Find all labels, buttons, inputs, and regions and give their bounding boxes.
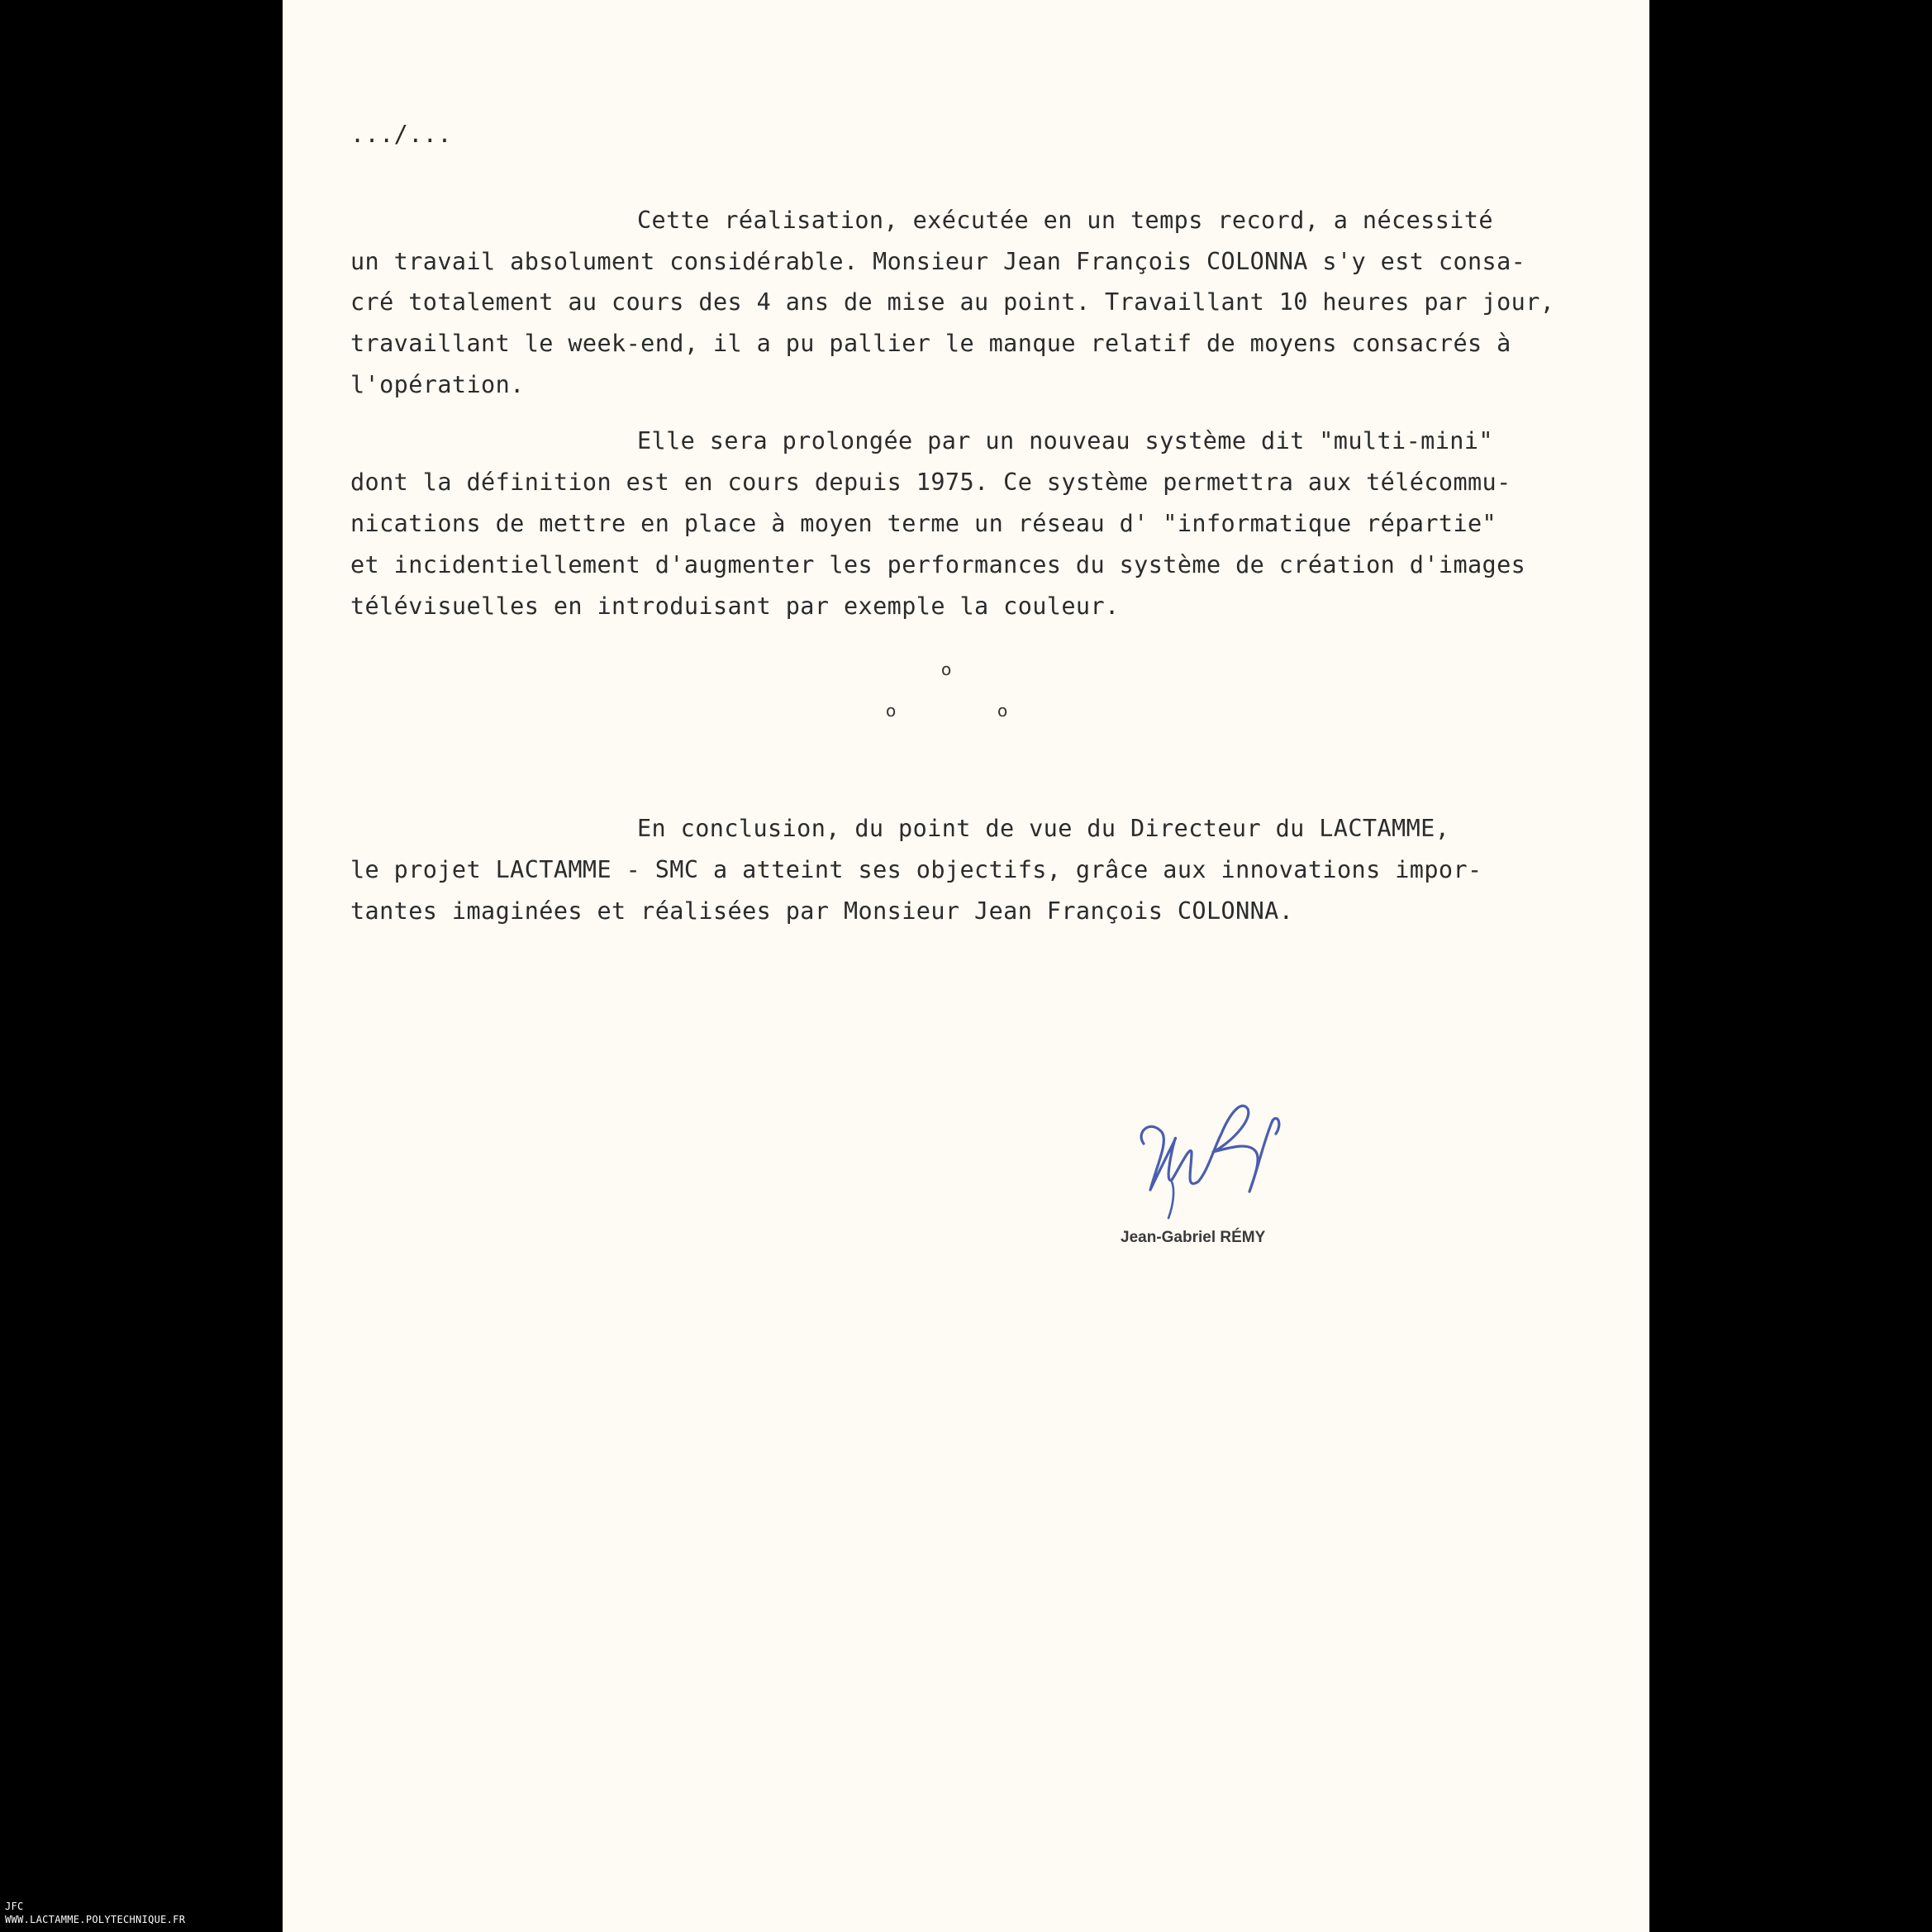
- footer-website: WWW.LACTAMME.POLYTECHNIQUE.FR: [5, 1914, 186, 1925]
- handwritten-signature: [1132, 1084, 1297, 1225]
- paragraph1-line-4: travaillant le week-end, il a pu pallier le manque relatif de moyens consacrés à: [350, 330, 1511, 357]
- paragraph3-line-3: tantes imaginées et réalisées par Monsieur Jean François COLONNA.: [350, 897, 1294, 925]
- paragraph1-line-3: cré totalement au cours des 4 ans de mise au point. Travaillant 10 heures par jour,: [350, 288, 1555, 316]
- paragraph2-line-1: Elle sera prolongée par un nouveau système dit "multi-mini": [637, 427, 1493, 454]
- paragraph2-line-2: dont la définition est en cours depuis 1975. Ce système permettra aux télécommu-: [350, 469, 1511, 496]
- paragraph1-line-1: Cette réalisation, exécutée en un temps record, a nécessité: [637, 207, 1493, 234]
- ornament-dot-left: o: [886, 701, 897, 721]
- footer-initials: JFC: [5, 1901, 24, 1912]
- paragraph1-line-5: l'opération.: [350, 371, 525, 398]
- paragraph2-line-4: et incidentiellement d'augmenter les performances du système de création d'images: [350, 551, 1526, 578]
- paragraph3-line-1: En conclusion, du point de vue du Directeur du LACTAMME,: [637, 815, 1450, 842]
- continuation-mark: .../...: [350, 121, 452, 148]
- paragraph3-line-2: le projet LACTAMME - SMC a atteint ses objectifs, grâce aux innovations impor-: [350, 856, 1482, 883]
- ornament-dot-top: o: [941, 659, 952, 679]
- ornament-dot-right: o: [997, 701, 1008, 721]
- signatory-name: Jean-Gabriel RÉMY: [1121, 1229, 1266, 1246]
- paragraph1-line-2: un travail absolument considérable. Monsieur Jean François COLONNA s'y est consa-: [350, 248, 1526, 275]
- paragraph2-line-5: télévisuelles en introduisant par exemple la couleur.: [350, 592, 1120, 620]
- paragraph2-line-3: nications de mettre en place à moyen terme un réseau d' "informatique répartie": [350, 510, 1497, 537]
